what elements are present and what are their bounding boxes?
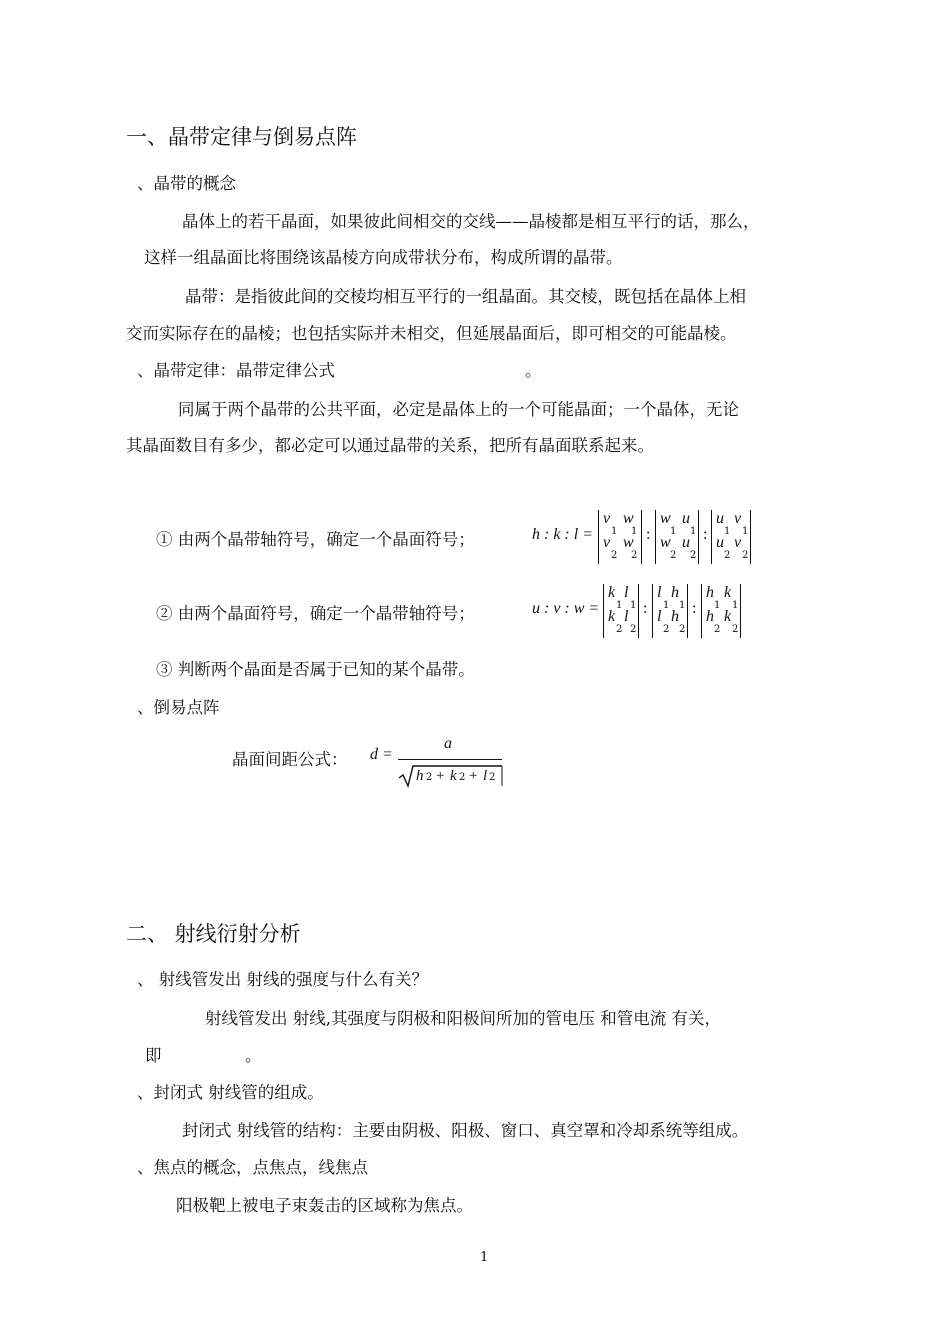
- subsection-heading: 、倒易点阵: [137, 698, 220, 717]
- paragraph-line: 晶带：是指彼此间的交棱均相互平行的一组晶面。其交棱，既包括在晶体上相: [185, 287, 746, 306]
- paragraph-line: 同属于两个晶带的公共平面，必定是晶体上的一个可能晶面；一个晶体，无论: [178, 400, 739, 419]
- paragraph-line: 封闭式 射线管的结构：主要由阴极、阳极、窗口、真空罩和冷却系统等组成。: [182, 1121, 749, 1140]
- determinant: u v 1 1 u v 2 2: [711, 510, 751, 564]
- formula-lhs-uvw: u : v : w =: [532, 600, 600, 617]
- question-heading: 、焦点的概念，点焦点，线焦点: [137, 1158, 368, 1177]
- determinant: h k 1 1 h k 2 2: [701, 584, 741, 638]
- question-heading: 、封闭式 射线管的组成。: [137, 1083, 324, 1102]
- paragraph-line: 射线管发出 射线,其强度与阴极和阳极间所加的管电压 和管电流 有关，: [205, 1009, 721, 1028]
- determinant: v w 1 1 v w 2 2: [598, 510, 642, 564]
- determinant: k l 1 1 k l 2 2: [603, 584, 639, 638]
- paragraph-line: 阳极靶上被电子束轰击的区域称为焦点。: [176, 1196, 473, 1215]
- list-item-2: ② 由两个晶面符号，确定一个晶带轴符号；: [156, 604, 475, 623]
- determinant: l h 1 1 l h 2 2: [652, 584, 688, 638]
- subsection-heading: 、晶带定律：晶带定律公式: [137, 361, 335, 380]
- subsection-heading: 、晶带的概念: [137, 174, 236, 193]
- fraction-bar: [398, 759, 502, 760]
- question-heading: 、 射线管发出 射线的强度与什么有关？: [137, 970, 428, 989]
- paragraph-end-mark: 。: [245, 1046, 262, 1065]
- page-number: 1: [480, 1250, 489, 1265]
- heading-end-mark: 。: [525, 361, 542, 380]
- paragraph-line: 其晶面数目有多少，都必定可以通过晶带的关系，把所有晶面联系起来。: [126, 436, 654, 455]
- numerator: a: [444, 735, 452, 752]
- section-title-1: 一、晶带定律与倒易点阵: [126, 125, 357, 149]
- paragraph-line: 即: [145, 1046, 162, 1065]
- list-item-1: ① 由两个晶带轴符号，确定一个晶面符号；: [156, 530, 475, 549]
- paragraph-line: 晶体上的若干晶面，如果彼此间相交的交线——晶棱都是相互平行的话，那么，: [182, 212, 760, 231]
- formula-lhs-d: d =: [370, 746, 393, 763]
- paragraph-line: 这样一组晶面比将围绕该晶棱方向成带状分布，构成所谓的晶带。: [144, 248, 623, 267]
- determinant: w u 1 1 w u 2 2: [655, 510, 699, 564]
- list-item-3: ③ 判断两个晶面是否属于已知的某个晶带。: [156, 660, 475, 679]
- paragraph-line: 交而实际存在的晶棱；也包括实际并未相交，但延展晶面后，即可相交的可能晶棱。: [126, 324, 737, 343]
- formula-lhs-hkl: h : k : l =: [532, 526, 593, 543]
- section-title-2: 二、 射线衍射分析: [126, 922, 301, 946]
- formula-label: 晶面间距公式：: [232, 750, 348, 769]
